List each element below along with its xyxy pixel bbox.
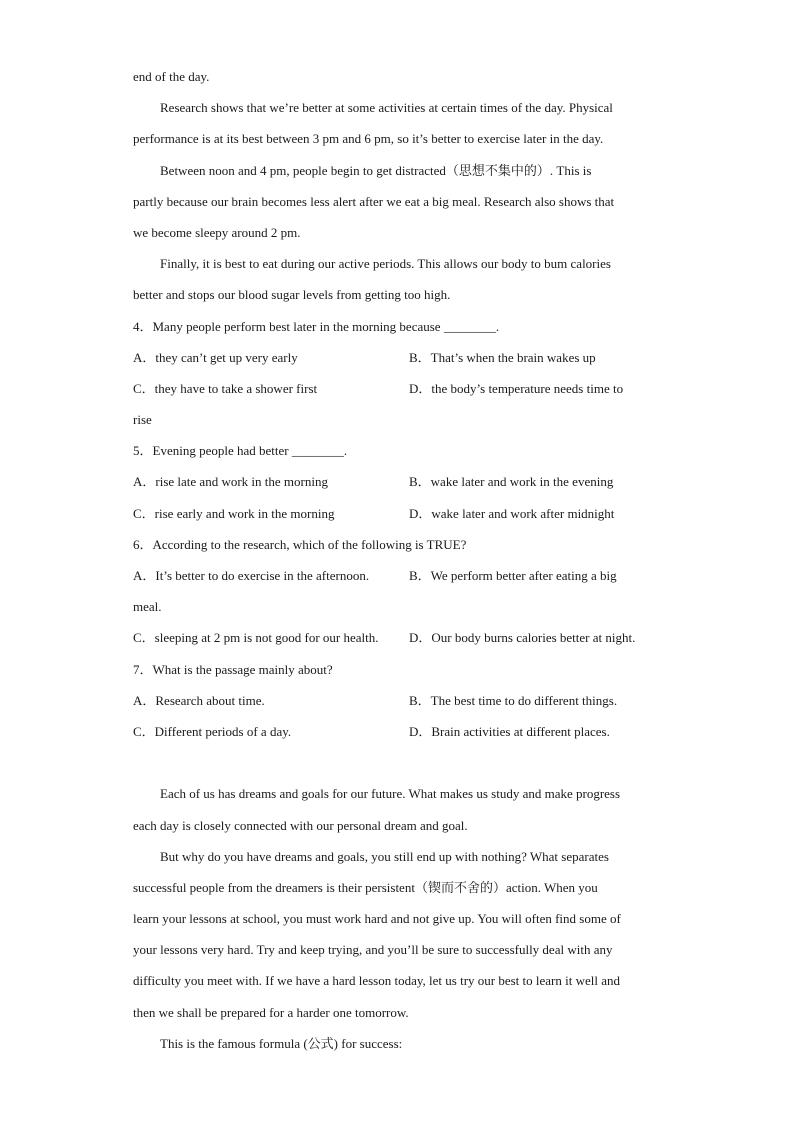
section-spacer xyxy=(133,747,663,778)
passage1-line: partly because our brain becomes less alert after we eat a big meal. Research also shows that xyxy=(133,193,615,209)
question-7-options-cd xyxy=(133,716,663,747)
passage2-line: each day is closely connected with our personal dream and goal. xyxy=(133,817,468,833)
question-6-option-b[interactable]: B．We perform better after eating a big xyxy=(409,568,617,583)
passage1-line: end of the day. xyxy=(133,69,210,84)
question-5-stem: 5．Evening people had better ________. xyxy=(133,443,348,459)
question-5-option-b[interactable]: B．wake later and work in the evening xyxy=(409,474,614,490)
question-4-options-cd xyxy=(133,373,663,404)
question-6-option-a[interactable]: A．It’s better to do exercise in the afternoon. xyxy=(133,568,370,583)
passage1-line: Research shows that we’re better at some activities at certain times of the day. Physical xyxy=(160,100,613,116)
document-content xyxy=(133,61,663,1059)
question-6-options-ab xyxy=(133,560,663,591)
passage2-line: Each of us has dreams and goals for our future. What makes us study and make progress xyxy=(160,786,621,802)
question-4-options-ab xyxy=(133,342,663,373)
passage1-line: better and stops our blood sugar levels from getting too high. xyxy=(133,287,451,303)
passage2-line: then we shall be prepared for a harder one tomorrow. xyxy=(133,1004,409,1020)
question-7-option-b[interactable]: B．The best time to do different things. xyxy=(409,692,618,708)
question-4-option-d-wrap: rise xyxy=(133,412,152,428)
passage2-line: learn your lessons at school, you must work hard and not give up. You will often find some of xyxy=(133,911,621,927)
passage1-line: we become sleepy around 2 pm. xyxy=(133,224,301,240)
passage2-line: difficulty you meet with. If we have a hard lesson today, let us try our best to learn it well and xyxy=(133,973,621,989)
question-5-option-c[interactable]: C．rise early and work in the morning xyxy=(133,505,335,521)
passage1-line: Between noon and 4 pm, people begin to get distracted（思想不集中的）. This is xyxy=(160,162,592,178)
question-7-option-c[interactable]: C．Different periods of a day. xyxy=(133,723,292,739)
question-6-option-d[interactable]: D．Our body burns calories better at night. xyxy=(409,630,636,646)
question-6-option-c[interactable]: C．sleeping at 2 pm is not good for our health. xyxy=(133,630,379,646)
question-4-option-a[interactable]: A．they can’t get up very early xyxy=(133,349,298,365)
passage1-line: performance is at its best between 3 pm and 6 pm, so it’s better to exercise later in the day. xyxy=(133,131,604,147)
question-6-stem: 6．According to the research, which of the following is TRUE? xyxy=(133,536,467,552)
question-6-option-b-wrap: meal. xyxy=(133,599,162,615)
passage2-line: successful people from the dreamers is their persistent（锲而不舍的）action. When you xyxy=(133,879,598,895)
question-6-options-cd xyxy=(133,622,663,653)
question-4-option-b[interactable]: B．That’s when the brain wakes up xyxy=(409,349,596,365)
question-5-options-cd xyxy=(133,498,663,529)
question-4-stem: 4．Many people perform best later in the morning because ________. xyxy=(133,318,500,334)
question-7-options-ab xyxy=(133,685,663,716)
question-7-stem: 7．What is the passage mainly about? xyxy=(133,661,333,677)
question-5-options-ab xyxy=(133,466,663,497)
question-5-option-d[interactable]: D．wake later and work after midnight xyxy=(409,505,615,521)
question-7-option-a[interactable]: A．Research about time. xyxy=(133,692,265,708)
question-5-option-a[interactable]: A．rise late and work in the morning xyxy=(133,474,328,490)
passage2-line: But why do you have dreams and goals, you still end up with nothing? What separates xyxy=(160,848,609,864)
passage2-line: your lessons very hard. Try and keep trying, and you’ll be sure to successfully deal with any xyxy=(133,942,613,958)
passage1-line: Finally, it is best to eat during our active periods. This allows our body to bum calories xyxy=(160,256,611,272)
question-4-option-c[interactable]: C．they have to take a shower first xyxy=(133,380,318,396)
passage2-line: This is the famous formula (公式) for success: xyxy=(160,1035,403,1051)
question-4-option-d[interactable]: D．the body’s temperature needs time to xyxy=(409,380,624,396)
question-7-option-d[interactable]: D．Brain activities at different places. xyxy=(409,723,610,739)
